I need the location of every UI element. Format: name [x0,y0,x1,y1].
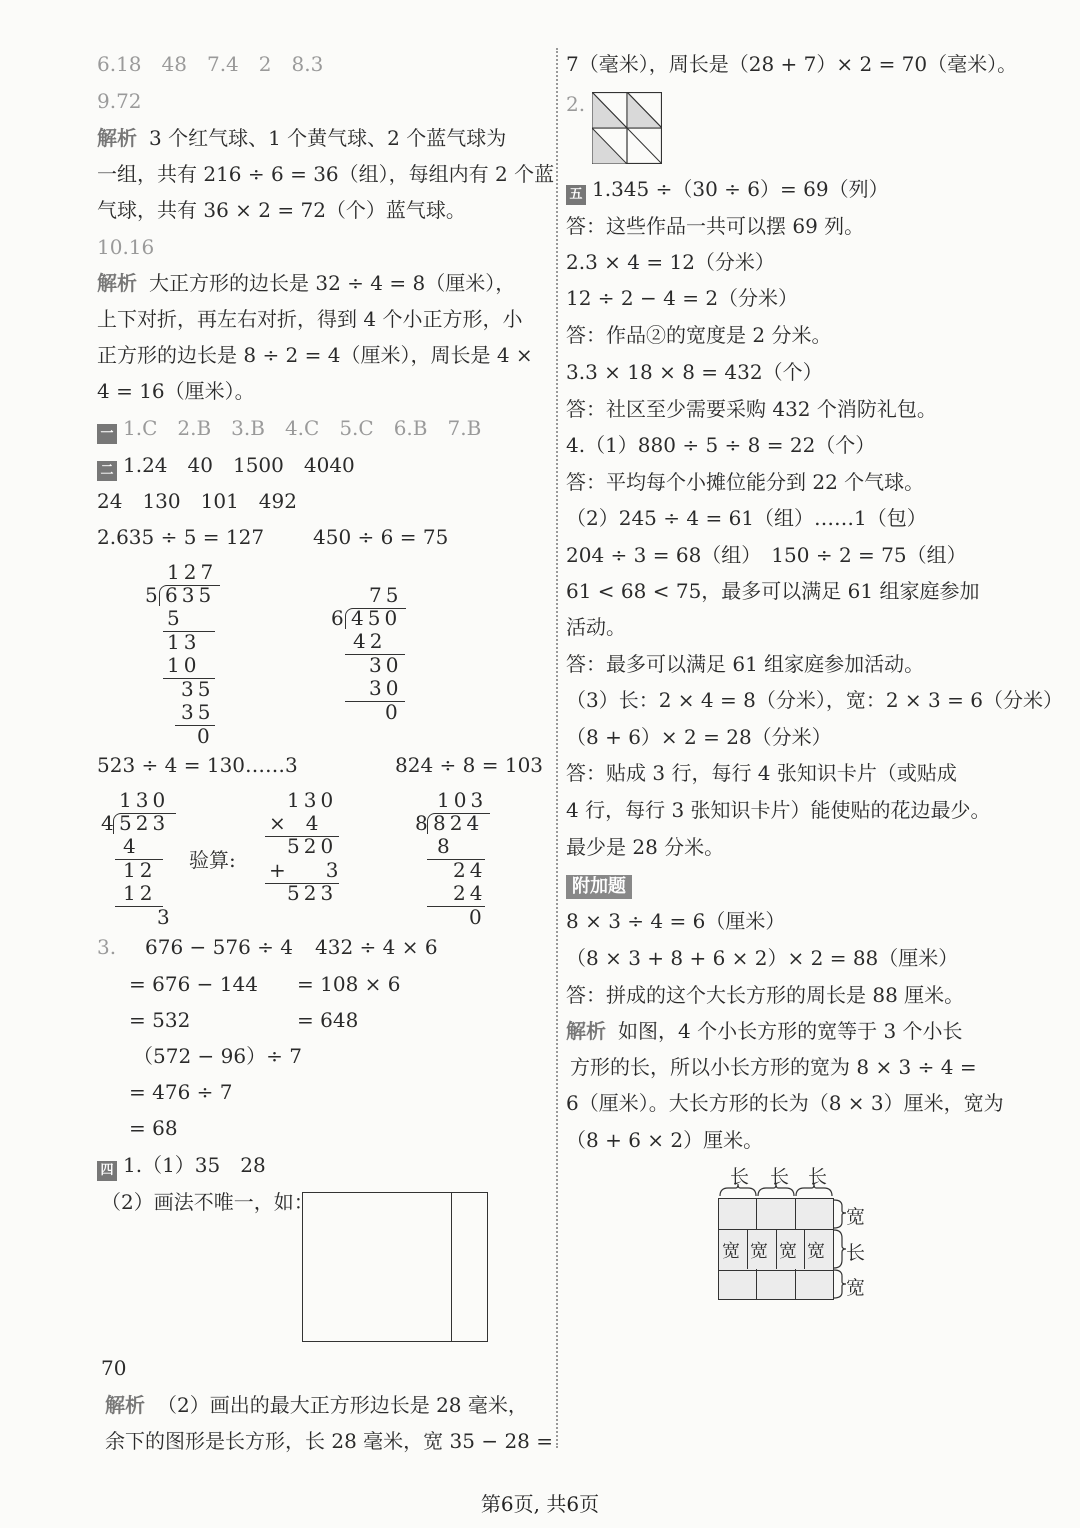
big-rectangle [718,1198,834,1300]
answer-line: 答：拼成的这个大长方形的周长是 88 厘米。 [566,983,965,1007]
analysis-text: （2）画出的最大正方形边长是 28 毫米， [157,1393,528,1417]
calc-line: 432 ÷ 4 × 6 [315,935,438,959]
step: 35 [181,700,215,724]
quotient: 75 [369,583,403,607]
bonus-badge: 附加题 [566,875,632,899]
rectangle-drawing [302,1192,488,1342]
width-label: 宽 [807,1241,825,1262]
column-divider [556,48,558,1448]
step: 13 [167,630,201,654]
step: × 4 [269,811,319,835]
section-icon: 四 [97,1161,117,1181]
page-footer: 第6页, 共6页 [480,1492,600,1516]
answer-line: 523 ÷ 4 = 130……3 [97,753,298,777]
section-icon: 一 [97,424,117,444]
dividend: 450 [351,606,402,630]
calc-line: （572 − 96）÷ 7 [133,1044,302,1068]
answer-line: 70 [101,1356,127,1380]
calc-line: = 676 − 144 [129,972,258,996]
answer-line: 2.635 ÷ 5 = 127 [97,525,265,549]
answer-line: 204 ÷ 3 = 68（组） 150 ÷ 2 = 75（组） [566,543,967,567]
step: 130 [287,788,338,812]
answer-line: （2）245 ÷ 4 = 61（组）……1（包） [566,506,927,530]
analysis-label: 解析 [97,126,137,150]
step: 3 [157,905,170,929]
length-label: 长 [846,1242,866,1264]
answer-line: 最少是 28 分米。 [566,835,725,859]
answer-line: 答：贴成 3 行，每行 4 张知识卡片（或贴成 [566,761,957,785]
answer-line: 61 < 68 < 75，最多可以满足 61 组家庭参加 [566,579,980,603]
dividend: 824 [433,811,484,835]
answer-line: 6.18 48 7.4 2 8.3 [97,52,324,76]
section-two [97,453,355,481]
step: 12 [123,881,157,905]
bonus-heading [566,873,632,899]
analysis-line [97,271,515,295]
answer-line: （8 × 3 + 8 + 6 × 2）× 2 = 88（厘米） [566,946,959,970]
width-label: 宽 [750,1241,768,1262]
answer-line: 答：平均每个小摊位能分到 22 个气球。 [566,470,925,494]
underline [115,906,163,907]
quotient: 127 [167,560,218,584]
divisor: 8 [415,811,428,835]
step: 42 [353,629,387,653]
step: 5 [167,606,180,630]
verification [265,788,345,908]
answer-line: 答：作品②的宽度是 2 分米。 [566,323,832,347]
answer-line: 24 130 101 492 [97,489,297,513]
analysis-text: 3 个红气球、1 个黄气球、2 个蓝气球为 [149,126,507,150]
width-label: 宽 [779,1241,797,1262]
answer-line: 450 ÷ 6 = 75 [313,525,449,549]
section-four [97,1153,266,1181]
analysis-line: 4 = 16（厘米）。 [97,379,255,403]
step: 520 [287,834,338,858]
item-number: 2. [566,92,586,116]
section-one [97,416,481,444]
divisor: 4 [101,811,114,835]
calc-line: = 476 ÷ 7 [129,1080,233,1104]
calc-line: 676 − 576 ÷ 4 [145,935,294,959]
answer-line: 824 ÷ 8 = 103 [395,753,544,777]
step: 35 [181,677,215,701]
width-label: 宽 [846,1277,866,1299]
width-label: 宽 [846,1206,866,1228]
step: 24 [453,881,487,905]
step: + 3 [269,858,339,882]
step: 30 [369,676,403,700]
rectangle-tiling-figure [718,1162,878,1302]
triangle-fold-figure [592,92,662,164]
dividend: 635 [165,583,216,607]
item-number: 3. [97,935,117,959]
verify-label: 验算: [189,848,236,872]
calc-line: = 532 [129,1008,191,1032]
step: 24 [453,858,487,882]
analysis-line: 气球，共有 36 × 2 = 72（个）蓝气球。 [97,198,466,222]
divider [756,1199,757,1229]
long-division [331,583,451,733]
section-text: 1.（1）35 28 [123,1153,266,1177]
long-division [101,788,201,928]
analysis-line: 6（厘米）。大长方形的长为（8 × 3）厘米，宽为 [566,1091,1004,1115]
analysis-line: 7（毫米），周长是（28 + 7）× 2 = 70（毫米）。 [566,52,1018,76]
long-division [145,560,265,750]
analysis-line [97,126,506,150]
answer-line: 4 行，每行 3 张知识卡片）能使贴的花边最少。 [566,798,991,822]
answer-line: 2.3 × 4 = 12（分米） [566,250,775,274]
answer-line: （8 + 6）× 2 = 28（分米） [566,725,832,749]
length-label: 长 [770,1166,790,1188]
section-text: 1.345 ÷（30 ÷ 6）= 69（列） [592,177,889,201]
divider [804,1229,805,1269]
step: 10 [167,653,201,677]
answer-line: （3）长：2 × 4 = 8（分米），宽：2 × 3 = 6（分米） [566,688,1063,712]
answer-line: 答：社区至少需要采购 432 个消防礼包。 [566,397,937,421]
square-dividing-line [451,1193,452,1341]
step: 8 [437,834,450,858]
section-icon: 五 [566,185,586,205]
answer-line: （2）画法不唯一，如： [101,1190,314,1214]
answer-line: 4.（1）880 ÷ 5 ÷ 8 = 22（个） [566,433,876,457]
analysis-line: （8 + 6 × 2）厘米。 [566,1128,764,1152]
analysis-label: 解析 [97,271,137,295]
section-icon: 二 [97,461,117,481]
length-braces [718,1184,838,1198]
analysis-text: 如图，4 个小长方形的宽等于 3 个小长 [618,1019,963,1043]
dividend: 523 [119,811,170,835]
analysis-line: 一组，共有 216 ÷ 6 = 36（组），每组内有 2 个蓝 [97,162,555,186]
divider [795,1199,796,1229]
step: 0 [197,724,210,748]
answer-line: 12 ÷ 2 − 4 = 2（分米） [566,286,799,310]
divider [747,1229,748,1269]
answer-line: 答：这些作品一共可以摆 69 列。 [566,214,865,238]
analysis-label: 解析 [105,1393,145,1417]
divider [776,1229,777,1269]
analysis-label: 解析 [566,1019,606,1043]
analysis-line [105,1393,528,1417]
section-text: 1.C 2.B 3.B 4.C 5.C 6.B 7.B [123,416,482,440]
step: 12 [123,858,157,882]
answer-line: 活动。 [566,615,626,639]
analysis-line: 方形的长，所以小长方形的宽为 8 × 3 ÷ 4 = [570,1055,977,1079]
answer-line: 答：最多可以满足 61 组家庭参加活动。 [566,652,925,676]
analysis-text: 大正方形的边长是 32 ÷ 4 = 8（厘米）， [149,271,516,295]
length-label: 长 [808,1166,828,1188]
step: 30 [369,653,403,677]
step: 523 [287,881,338,905]
divisor: 5 [145,583,158,607]
answer-line: 8 × 3 ÷ 4 = 6（厘米） [566,909,786,933]
quotient: 103 [437,788,488,812]
length-label: 长 [730,1166,750,1188]
answer-line: 9.72 [97,89,142,113]
divider [795,1269,796,1299]
quotient: 130 [119,788,170,812]
divisor: 6 [331,606,344,630]
analysis-line [566,1019,963,1043]
width-label: 宽 [722,1241,740,1262]
section-five [566,177,889,205]
step: 0 [469,905,482,929]
calc-line: = 108 × 6 [297,972,401,996]
analysis-line: 正方形的边长是 8 ÷ 2 = 4（厘米），周长是 4 × [97,343,533,367]
divider [756,1269,757,1299]
calc-line: = 68 [129,1116,178,1140]
section-text: 1.24 40 1500 4040 [123,453,355,477]
long-division [415,788,515,928]
answer-line: 3.3 × 18 × 8 = 432（个） [566,360,823,384]
calc-line: = 648 [297,1008,359,1032]
analysis-line: 上下对折，再左右对折，得到 4 个小正方形，小 [97,307,523,331]
step: 4 [123,834,136,858]
answer-line: 10.16 [97,235,155,259]
analysis-line: 余下的图形是长方形，长 28 毫米，宽 35 − 28 = [105,1429,554,1453]
step: 0 [385,700,398,724]
